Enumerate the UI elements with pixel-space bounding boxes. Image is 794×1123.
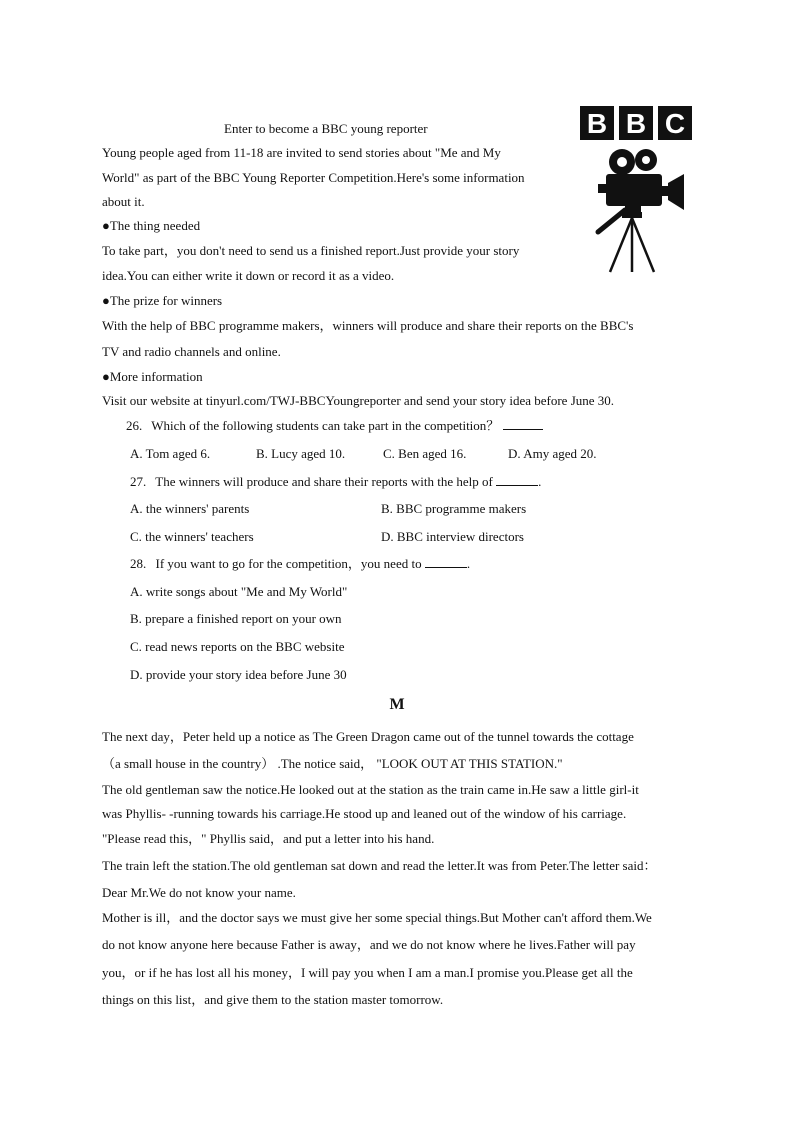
option-text: prepare a finished report on your own	[145, 611, 342, 626]
option-letter: B.	[256, 446, 268, 461]
section-line: With the help of BBC programme makers，winners will produce and share their reports on the BBC's	[102, 318, 634, 333]
passage-line: you，or if he has lost all his money，I will pay you when I am a man.I promise you.Please get all the	[102, 965, 633, 980]
option-b[interactable]	[130, 611, 342, 627]
option-letter: D.	[130, 667, 143, 682]
option-d[interactable]	[381, 529, 524, 545]
question-28	[130, 556, 470, 572]
option-text: provide your story idea before June 30	[145, 667, 347, 682]
passage-line: （a small house in the country） .The notice said， "LOOK OUT AT THIS STATION."	[102, 756, 563, 771]
question-text: If you want to go for the competition，you need to	[155, 556, 422, 571]
passage-line: things on this list，and give them to the station master tomorrow.	[102, 992, 444, 1007]
question-suffix: .	[466, 556, 471, 571]
option-text: write songs about "Me and My World"	[145, 584, 348, 599]
option-letter: C.	[130, 529, 142, 544]
option-a[interactable]	[130, 446, 210, 462]
logo-letter: C	[664, 108, 686, 139]
question-number: 27.	[130, 474, 147, 489]
section-line: Visit our website at tinyurl.com/TWJ-BBCYoungreporter and send your story idea before June 30.	[102, 393, 615, 408]
option-text: Amy aged 20.	[523, 446, 597, 461]
logo-letter: B	[586, 108, 608, 139]
option-text: Lucy aged 10.	[271, 446, 346, 461]
passage-line: do not know anyone here because Father is away，and we do not know where he lives.Father will pay	[102, 937, 636, 952]
option-letter: A.	[130, 446, 143, 461]
option-letter: A.	[130, 501, 143, 516]
section-line: To take part，you don't need to send us a finished report.Just provide your story	[102, 243, 520, 258]
option-text: read news reports on the BBC website	[145, 639, 345, 654]
passage-line: was Phyllis- -running towards his carriage.He stood up and leaned out of the window of his carriage.	[102, 806, 627, 821]
answer-blank[interactable]	[496, 474, 538, 486]
passage-line: The train left the station.The old gentleman sat down and read the letter.It was from Peter.The letter said：	[102, 858, 657, 873]
option-letter: B.	[381, 501, 393, 516]
question-number: 26.	[126, 418, 143, 433]
section-heading: ●The thing needed	[102, 218, 201, 233]
option-text: BBC programme makers	[396, 501, 527, 516]
option-a[interactable]	[130, 584, 347, 600]
intro-line: Young people aged from 11-18 are invited to send stories about "Me and My	[102, 145, 501, 160]
movie-camera-icon	[592, 146, 692, 276]
option-text: BBC interview directors	[396, 529, 524, 544]
option-c[interactable]	[130, 529, 254, 545]
intro-line: about it.	[102, 194, 145, 209]
passage-line: "Please read this，" Phyllis said，and put a letter into his hand.	[102, 831, 435, 846]
option-letter: B.	[130, 611, 142, 626]
section-heading: ●More information	[102, 369, 203, 384]
intro-line: World" as part of the BBC Young Reporter Competition.Here's some information	[102, 170, 525, 185]
question-26	[126, 418, 543, 434]
option-letter: C.	[130, 639, 142, 654]
option-letter: C.	[383, 446, 395, 461]
option-c[interactable]	[383, 446, 466, 462]
passage-line: Mother is ill，and the doctor says we must give her some special things.But Mother can't afford them.We	[102, 910, 652, 925]
option-c[interactable]	[130, 639, 344, 655]
option-text: Tom aged 6.	[145, 446, 211, 461]
option-letter: D.	[381, 529, 394, 544]
option-d[interactable]	[130, 667, 347, 683]
bbc-logo	[580, 105, 692, 141]
answer-blank[interactable]	[503, 418, 543, 430]
option-text: the winners' teachers	[145, 529, 254, 544]
option-letter: D.	[508, 446, 521, 461]
answer-blank[interactable]	[425, 556, 467, 568]
option-letter: A.	[130, 584, 143, 599]
question-text: The winners will produce and share their reports with the help of	[155, 474, 493, 489]
article-title: Enter to become a BBC young reporter	[224, 121, 428, 136]
question-number: 28.	[130, 556, 147, 571]
passage-line: The old gentleman saw the notice.He looked out at the station as the train came in.He saw a little girl-it	[102, 782, 639, 797]
section-line: idea.You can either write it down or record it as a video.	[102, 268, 395, 283]
question-27	[130, 474, 541, 490]
option-b[interactable]	[256, 446, 345, 462]
question-suffix: .	[538, 474, 542, 489]
section-heading: ●The prize for winners	[102, 293, 223, 308]
option-b[interactable]	[381, 501, 526, 517]
section-line: TV and radio channels and online.	[102, 344, 281, 359]
passage-line: The next day，Peter held up a notice as The Green Dragon came out of the tunnel towards the cottage	[102, 729, 634, 744]
section-m-heading: M	[389, 696, 405, 713]
question-text: Which of the following students can take part in the competition？	[151, 418, 500, 433]
option-a[interactable]	[130, 501, 249, 517]
option-text: the winners' parents	[145, 501, 250, 516]
passage-line: Dear Mr.We do not know your name.	[102, 885, 296, 900]
logo-letter: B	[625, 108, 647, 139]
option-text: Ben aged 16.	[398, 446, 467, 461]
option-d[interactable]	[508, 446, 596, 462]
